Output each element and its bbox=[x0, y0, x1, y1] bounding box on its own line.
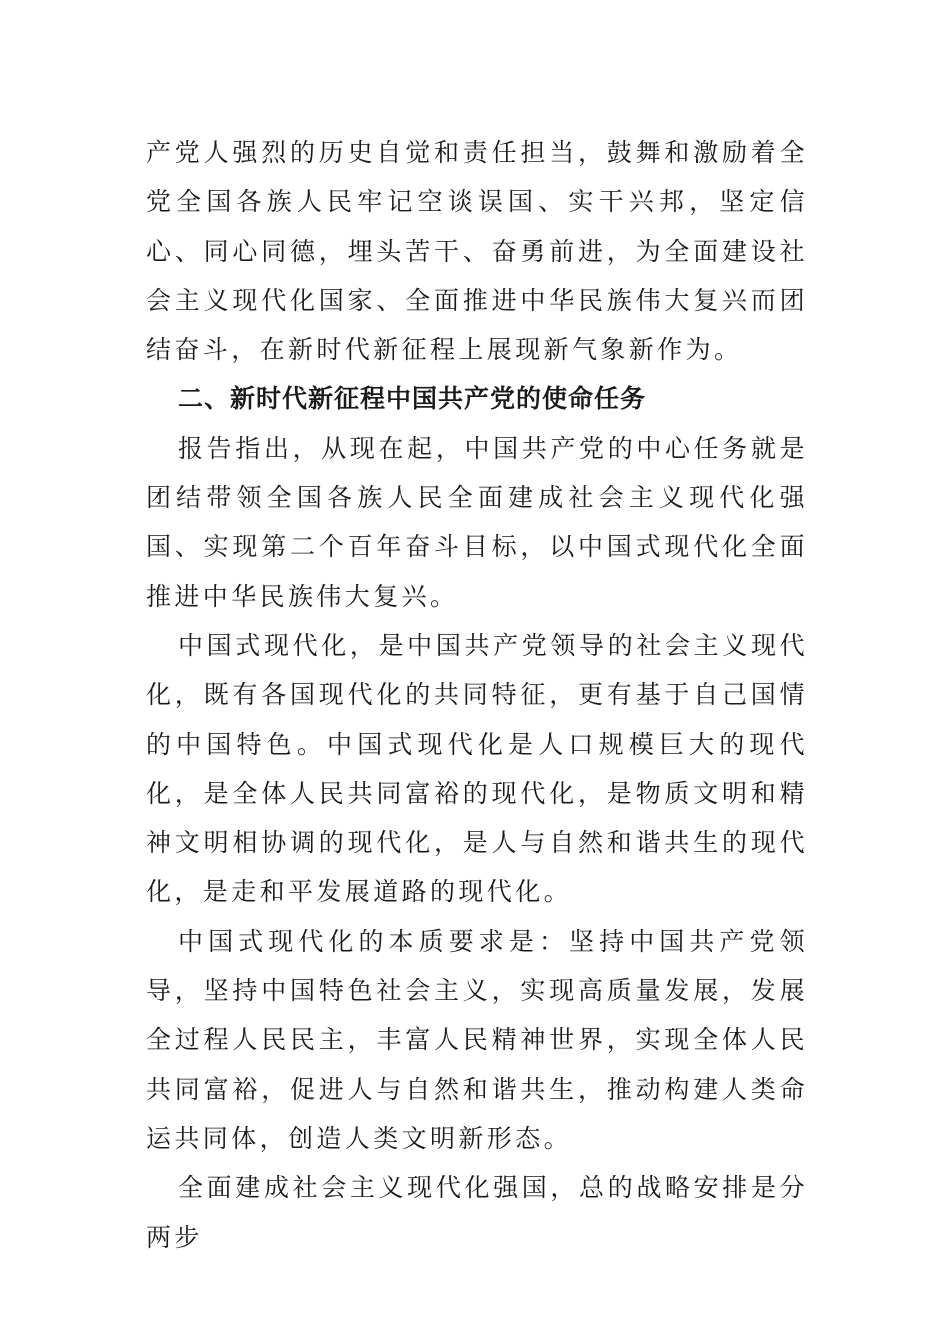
section-heading: 二、新时代新征程中国共产党的使命任务 bbox=[178, 384, 647, 414]
paragraph-central-task: 报告指出，从现在起，中国共产党的中心任务就是团结带领全国各族人民全面建成社会主义现代化强国、实现第二个百年奋斗目标，以中国式现代化全面推进中华民族伟大复兴。 bbox=[146, 433, 808, 611]
paragraph-continuation: 产党人强烈的历史自觉和责任担当，鼓舞和激励着全党全国各族人民牢记空谈误国、实干兴邦，坚定信心、同心同德，埋头苦干、奋勇前进，为全面建设社会主义现代化国家、全面推进中华民族伟大复兴而团结奋斗，在新时代新征程上展现新气象新作为。 bbox=[146, 138, 808, 365]
paragraph-chinese-modernization: 中国式现代化，是中国共产党领导的社会主义现代化，既有各国现代化的共同特征，更有基于自己国情的中国特色。中国式现代化是人口规模巨大的现代化，是全体人民共同富裕的现代化，是物质文明和精神文明相协调的现代化，是人与自然和谐共生的现代化，是走和平发展道路的现代化。 bbox=[146, 630, 808, 907]
paragraph-strategic-arrangement: 全面建成社会主义现代化强国，总的战略安排是分两步 bbox=[146, 1173, 808, 1252]
paragraph-essential-requirements: 中国式现代化的本质要求是：坚持中国共产党领导，坚持中国特色社会主义，实现高质量发展，发展全过程人民民主，丰富人民精神世界，实现全体人民共同富裕，促进人与自然和谐共生，推动构建人类命运共同体，创造人类文明新形态。 bbox=[146, 926, 808, 1153]
document-body bbox=[146, 128, 808, 1262]
